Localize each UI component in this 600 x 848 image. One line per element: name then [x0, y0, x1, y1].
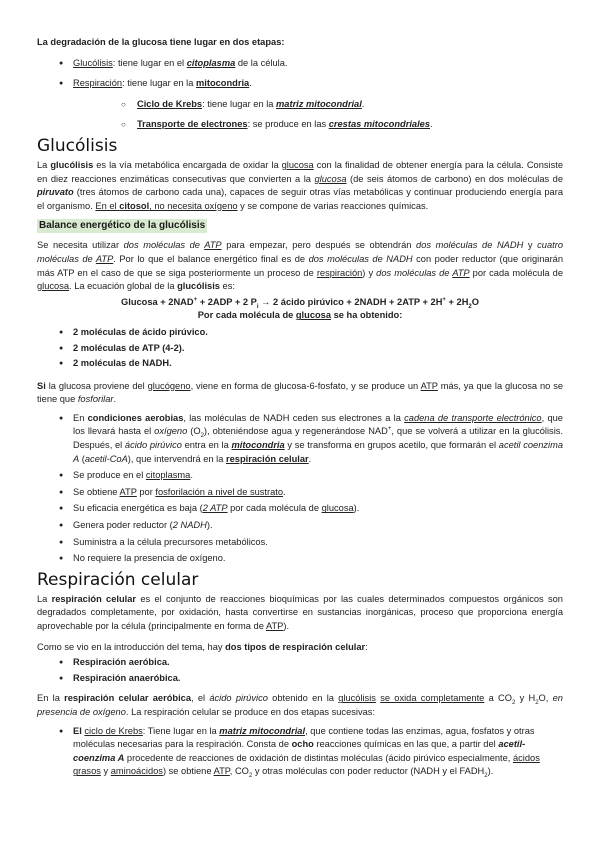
list-item-aerobias: ● En condiciones aerobias, las moléculas de NADH ceden sus electrones a la cadena de transporte electrónico, que los llevará hasta el oxígeno $(O_2)$, obteniéndose agua y regenerándose NAD+, que se volverá a utilizar en la glucólisis. Después, el ácido pirúvico entra en la mitocondria y se transforma en grupos acetilo, que formarán el acetil coenzima A (acetil-CoA), que intervendrá en la respiración celular. [37, 412, 563, 466]
global-equation: Glucosa + 2NAD+ + 2ADP + 2 $P_i \to 2$ ácido pirúvico + 2NADH + $2ATP + 2H^+ + 2H_2O$ [121, 296, 479, 310]
krebs-list [37, 725, 563, 779]
glucolisis-paragraph: La glucólisis es la vía metabólica encargada de oxidar la glucosa con la finalidad de obtener energía para la célula. Consiste en diez reacciones enzimáticas consecutivas que convierten a la glucosa (de seis átomos de carbono) en dos moléculas de piruvato (tres átomos de carbono cada una), capaces de seguir otras vías metabólicas y continuar produciendo energía para el organismo. En el citosol, no necesita oxígeno y se compone de varias reacciones químicas. [37, 159, 563, 211]
list-item: ● Respiración aeróbica. [37, 656, 563, 670]
list-item-respiracion: ● Respiración: tiene lugar en la mitocondria. [37, 77, 563, 91]
section-title-glucolisis: Glucólisis [37, 135, 118, 156]
respiration-types-list [37, 656, 563, 685]
respiracion-paragraph: La respiración celular es el conjunto de reacciones bioquímicas por las cuales determinados compuestos orgánicos son degradados completamente, por oxidación, hasta convertirse en sustancias inorgánicas, proceso que proporciona energía aprovechable por la célula (principalmente en forma de ATP). [37, 593, 563, 631]
subsection-title-balance: Balance energético de la glucólisis [39, 220, 206, 232]
list-item-krebs: ○ Ciclo de Krebs: tiene lugar en la matriz mitocondrial. [37, 98, 563, 112]
list-item-precursores: ● Suministra a la célula precursores metabólicos. [37, 536, 563, 550]
stages-list [37, 57, 563, 132]
balance-paragraph: Se necesita utilizar dos moléculas de ATP para empezar, pero después se obtendrán dos moléculas de NADH y cuatro moléculas de ATP. Por lo que el balance energético final es de dos moléculas de NADH con poder reductor (que originarán más ATP en el caso de que se siga posteriormente un proceso de respiración) y dos moléculas de ATP por cada molécula de glucosa. La ecuación global de la glucólisis es: [37, 240, 564, 292]
list-item-eficacia: ● Su eficacia energética es baja (2 ATP por cada molécula de glucosa). [37, 502, 563, 516]
list-item-atp: ● Se obtiene ATP por fosforilación a nivel de sustrato. [37, 486, 563, 500]
glucogeno-paragraph: Si la glucosa proviene del glucógeno, viene en forma de glucosa-6-fosfato, y se produce un ATP más, ya que la glucosa no se tiene que fosforilar. [37, 380, 564, 405]
list-item-glucolisis: ● Glucólisis: tiene lugar en el citoplasma de la célula. [37, 57, 563, 71]
list-item: ● 2 moléculas de ATP (4-2). [37, 342, 563, 356]
aerobic-list [37, 412, 563, 566]
intro-heading: La degradación de la glucosa tiene lugar en dos etapas: [37, 37, 285, 47]
list-item-poder-reductor: ● Genera poder reductor (2 NADH). [37, 519, 563, 533]
aerobica-paragraph: En la respiración celular aeróbica, el ácido pirúvico obtenido en la glucólisis se oxida completamente a $CO_2$ y $H_2O$, en presencia de oxígeno. La respiración celular se produce en dos etapas sucesivas: [37, 693, 563, 717]
list-item-ciclo-krebs: ● El ciclo de Krebs: Tiene lugar en la matriz mitocondrial, que contiene todas las enzimas, agua, fosfatos y otras moléculas necesarias para la respiración. Consta de ocho reacciones químicas en las que, a partir del acetil-coenzima A procedente de reacciones de oxidación de distintas moléculas (ácido pirúvico especialmente, ácidos grasos y aminoácidos) se obtiene ATP, $CO_2$ y otras moléculas con poder reductor (NADH y el $FADH_2$). [37, 725, 563, 779]
list-item: ● 2 moléculas de NADH. [37, 357, 563, 371]
tipos-paragraph: Como se vio en la introducción del tema, hay dos tipos de respiración celular: [37, 641, 368, 652]
products-list [37, 326, 563, 371]
list-item-oxigeno: ● No requiere la presencia de oxígeno. [37, 552, 563, 566]
equation-summary: Por cada molécula de glucosa se ha obtenido: [197, 310, 403, 321]
list-item: ● 2 moléculas de ácido pirúvico. [37, 326, 563, 340]
section-title-respiracion: Respiración celular [37, 569, 199, 590]
list-item: ● Respiración anaeróbica. [37, 672, 563, 686]
list-item-transporte: ○ Transporte de electrones: se produce en las crestas mitocondriales. [37, 118, 563, 132]
list-item-citoplasma: ● Se produce en el citoplasma. [37, 469, 563, 483]
document-page [37, 36, 563, 779]
